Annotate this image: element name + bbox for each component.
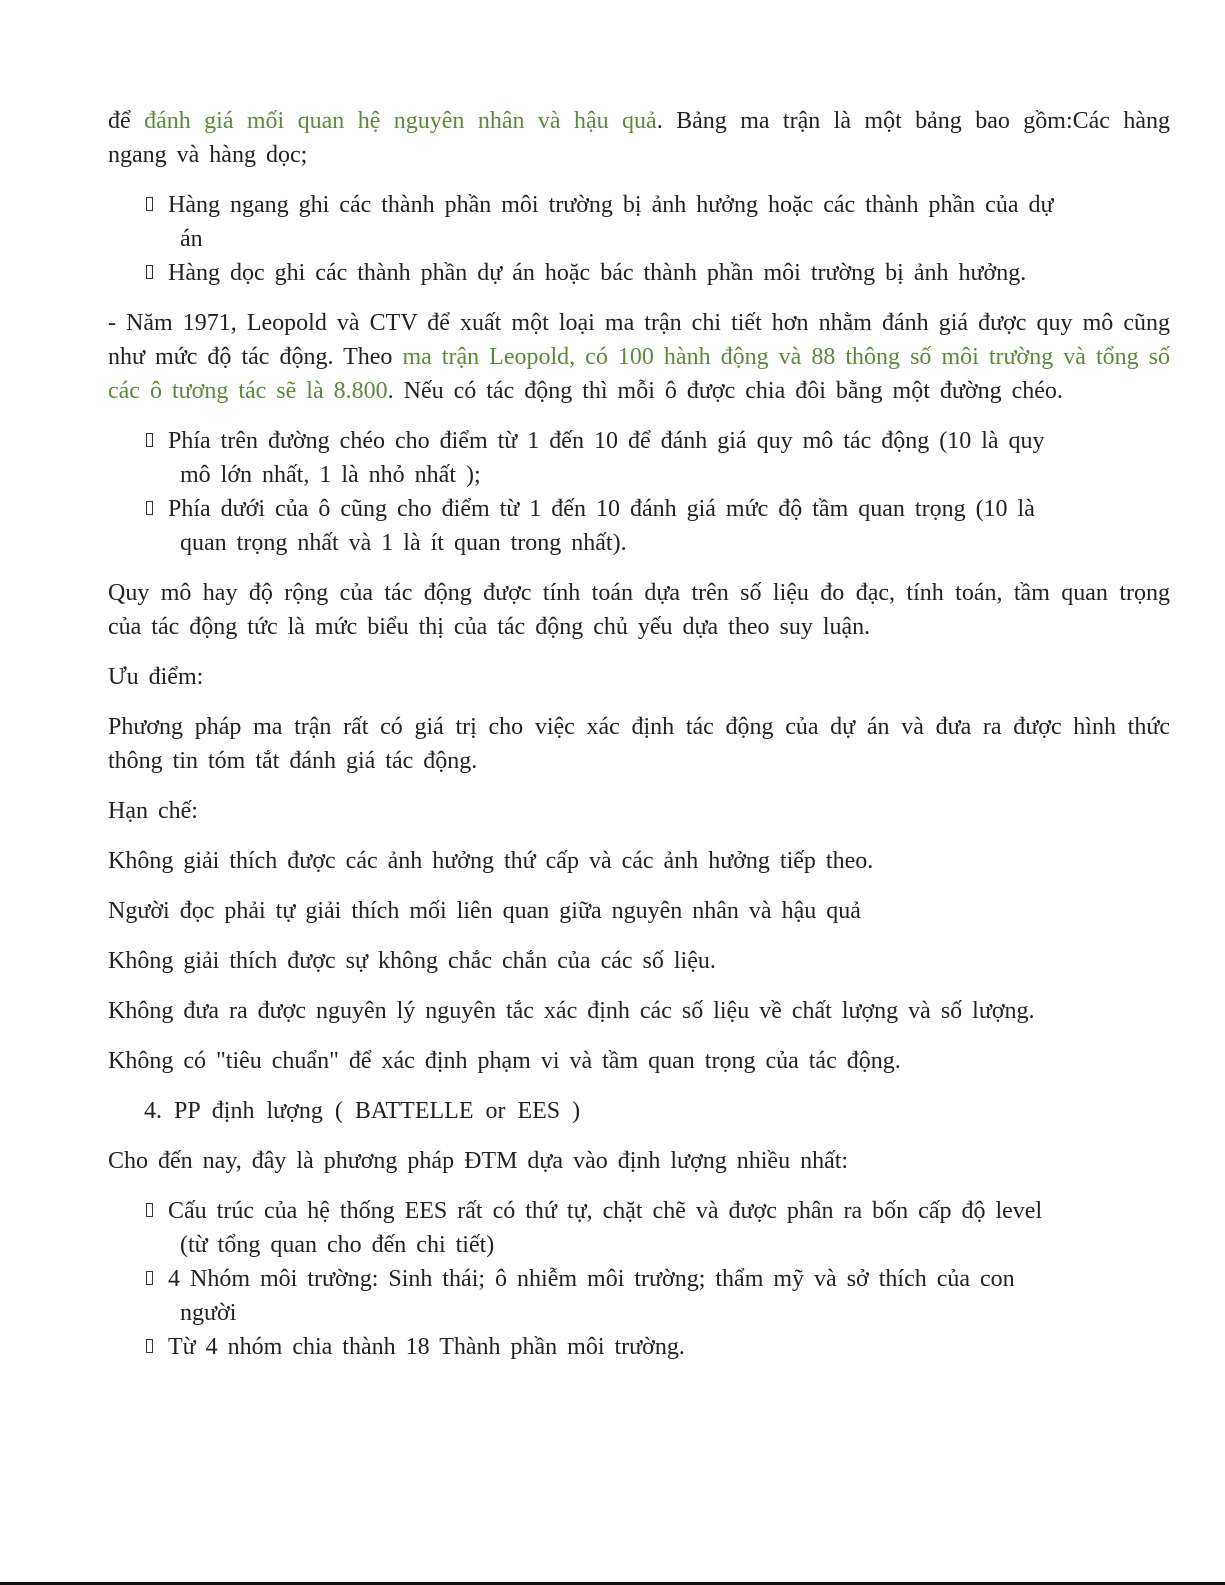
paragraph-scale: Quy mô hay độ rộng của tác động được tính toán dựa trên số liệu đo đạc, tính toán, tầm quan trọng của tác động tức là mức biểu thị của tác động chủ yếu dựa theo suy luận. [108,580,1170,640]
highlighted-text: ma trận Leopold, có 100 hành động và 88 thông số môi trường và tổng số các ô tương tác sẽ là 8.800 [108,344,1170,404]
list-item: Hàng dọc ghi các thành phần dự án hoặc bác thành phần môi trường bị ảnh hưởng. [146,256,1170,290]
limitation-item: Không giải thích được các ảnh hưởng thứ cấp và các ảnh hưởng tiếp theo. [108,848,874,874]
list-item: Hàng ngang ghi các thành phần môi trường bị ảnh hưởng hoặc các thành phần của dự án [146,188,1170,256]
advantages-heading: Ưu điểm: [108,664,204,690]
list-item: Cấu trúc của hệ thống EES rất có thứ tự, chặt chẽ và được phân ra bốn cấp độ level (từ tổng quan cho đến chi tiết) [146,1194,1170,1262]
limitation-item: Người đọc phải tự giải thích mối liên quan giữa nguyên nhân và hậu quả [108,898,861,924]
bullet-list-ees [108,1194,1170,1364]
text-run: để [108,108,145,134]
paragraph-matrix-intro [108,104,1170,172]
limitations-heading: Hạn chế: [108,798,198,824]
limitation-item: Không giải thích được sự không chắc chắn của các số liệu. [108,948,716,974]
bullet-box-icon [146,1203,153,1217]
list-item: Phía trên đường chéo cho điểm từ 1 đến 10 để đánh giá quy mô tác động (10 là quy mô lớn nhất, 1 là nhỏ nhất ); [146,424,1170,492]
bullet-list-matrix-rows [108,188,1170,290]
limitation-item: Không có "tiêu chuẩn" để xác định phạm vi và tầm quan trọng của tác động. [108,1048,901,1074]
highlighted-text: đánh giá mối quan hệ nguyên nhân và hậu quả [144,108,657,134]
list-item: 4 Nhóm môi trường: Sinh thái; ô nhiễm môi trường; thẩm mỹ và sở thích của con người [146,1262,1170,1330]
list-item: Phía dưới của ô cũng cho điểm từ 1 đến 10 đánh giá mức độ tầm quan trọng (10 là quan trọng nhất và 1 là ít quan trong nhất). [146,492,1170,560]
bullet-box-icon [146,433,153,447]
bullet-list-diagonal [108,424,1170,560]
text-run: . Nếu có tác động thì mỗi ô được chia đôi bằng một đường chéo. [387,378,1063,404]
text-run: . Bảng ma trận là một bảng bao gồm:Các hàng ngang và hàng dọc; [108,108,1171,168]
paragraph-leopold [108,306,1170,408]
limitation-item: Không đưa ra được nguyên lý nguyên tắc xác định các số liệu về chất lượng và số lượng. [108,998,1035,1024]
document-page [108,104,1170,1364]
bullet-box-icon [146,501,153,515]
bullet-box-icon [146,197,153,211]
list-item: Từ 4 nhóm chia thành 18 Thành phần môi trường. [146,1330,1170,1364]
bullet-box-icon [146,1339,153,1353]
bullet-box-icon [146,265,153,279]
section-heading-4: 4. PP định lượng ( BATTELLE or EES ) [144,1098,581,1124]
advantages-text: Phương pháp ma trận rất có giá trị cho việc xác định tác động của dự án và đưa ra được hình thức thông tin tóm tắt đánh giá tác động. [108,714,1170,774]
paragraph-ees-intro: Cho đến nay, đây là phương pháp ĐTM dựa vào định lượng nhiều nhất: [108,1148,849,1174]
text-run: - Năm 1971, Leopold và CTV để xuất một loại ma trận chi tiết hơn nhằm đánh giá được quy mô cũng như mức độ tác động. Theo [108,310,1170,370]
bullet-box-icon [146,1271,153,1285]
